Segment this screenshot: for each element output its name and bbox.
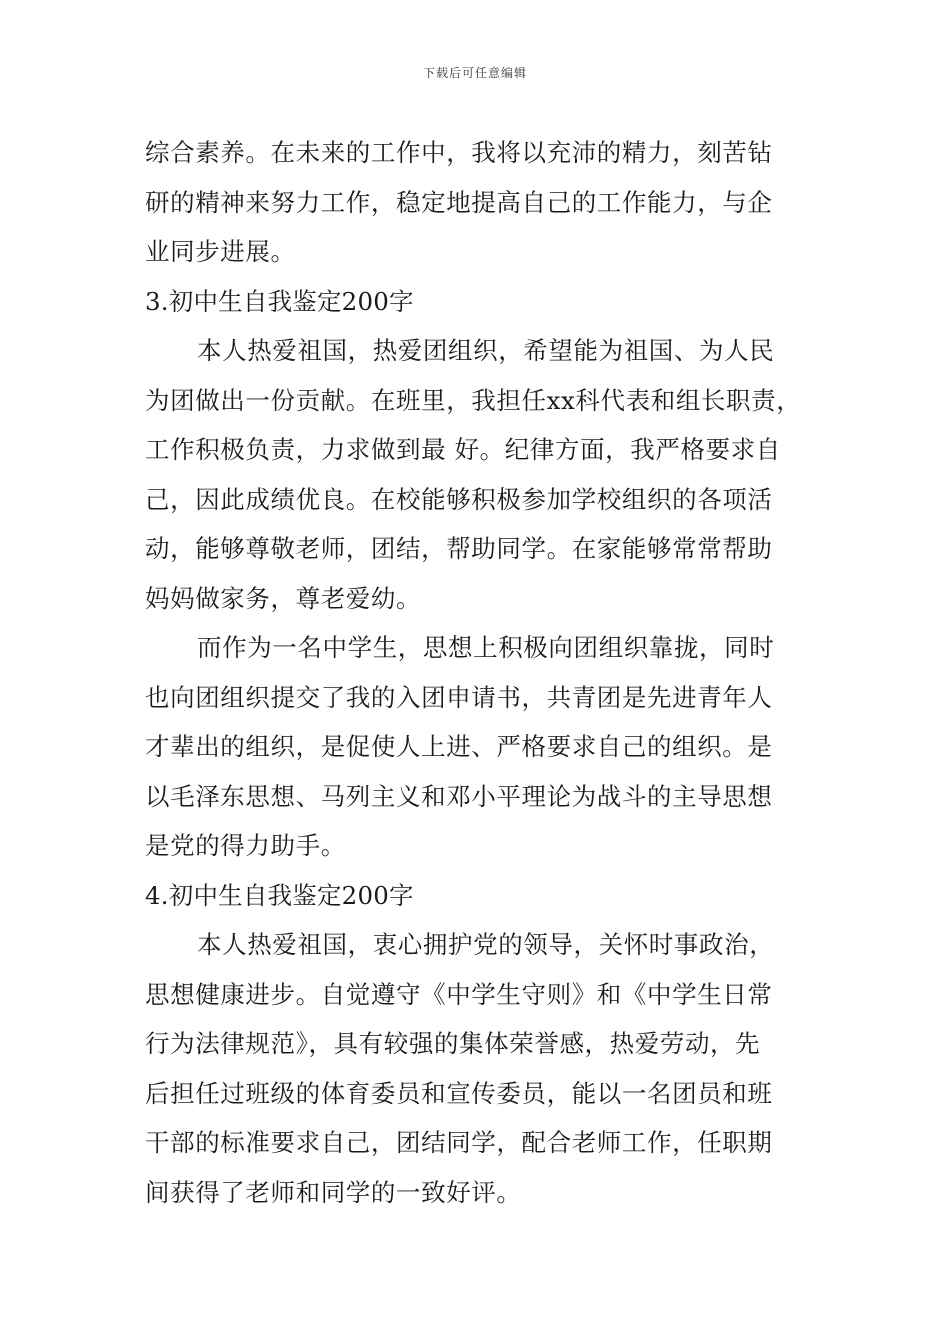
paragraph-start: 本人热爱祖国，热爱团组织，希望能为祖国、为人民 xyxy=(197,336,775,365)
text-line: 妈妈做家务，尊老爱幼。 xyxy=(145,583,422,613)
text-line: 为团做出一份贡献。在班里，我担任xx科代表和组长职责， xyxy=(145,385,802,415)
section-heading-3: 3.初中生自我鉴定200字 xyxy=(145,286,414,316)
text-line: 业同步进展。 xyxy=(145,237,296,266)
paragraph-start: 而作为一名中学生，思想上积极向团组织靠拢，同时 xyxy=(197,633,775,662)
text-line: 以毛泽东思想、马列主义和邓小平理论为战斗的主导思想 xyxy=(145,781,773,811)
page-header: 下载后可任意编辑 xyxy=(422,66,527,80)
text-line: 行为法律规范》，具有较强的集体荣誉感，热爱劳动，先 xyxy=(145,1029,761,1058)
text-line: 研的精神来努力工作，稳定地提高自己的工作能力，与企 xyxy=(145,187,773,217)
section-heading-4: 4.初中生自我鉴定200字 xyxy=(145,880,414,910)
text-line: 工作积极负责，力求做到最 好。纪律方面，我严格要求自 xyxy=(145,435,781,464)
text-line: 间获得了老师和同学的一致好评。 xyxy=(145,1177,522,1207)
text-line: 是党的得力助手。 xyxy=(145,831,346,860)
text-line: 才辈出的组织，是促使人上进、严格要求自己的组织。是 xyxy=(145,732,773,761)
text-line: 思想健康进步。自觉遵守《中学生守则》和《中学生日常 xyxy=(145,979,773,1009)
text-line: 动，能够尊敬老师，团结，帮助同学。在家能够常常帮助 xyxy=(145,534,773,563)
text-line: 干部的标准要求自己，团结同学，配合老师工作，任职期 xyxy=(145,1128,773,1157)
text-line: 也向团组织提交了我的入团申请书，共青团是先进青年人 xyxy=(145,682,773,712)
text-line: 己，因此成绩优良。在校能够积极参加学校组织的各项活 xyxy=(145,484,773,514)
text-line: 后担任过班级的体育委员和宣传委员，能以一名团员和班 xyxy=(145,1078,773,1108)
document-body xyxy=(145,128,815,1217)
paragraph-start: 本人热爱祖国，衷心拥护党的领导，关怀时事政治， xyxy=(197,930,775,959)
text-line: 综合素养。在未来的工作中，我将以充沛的精力，刻苦钻 xyxy=(145,138,773,167)
